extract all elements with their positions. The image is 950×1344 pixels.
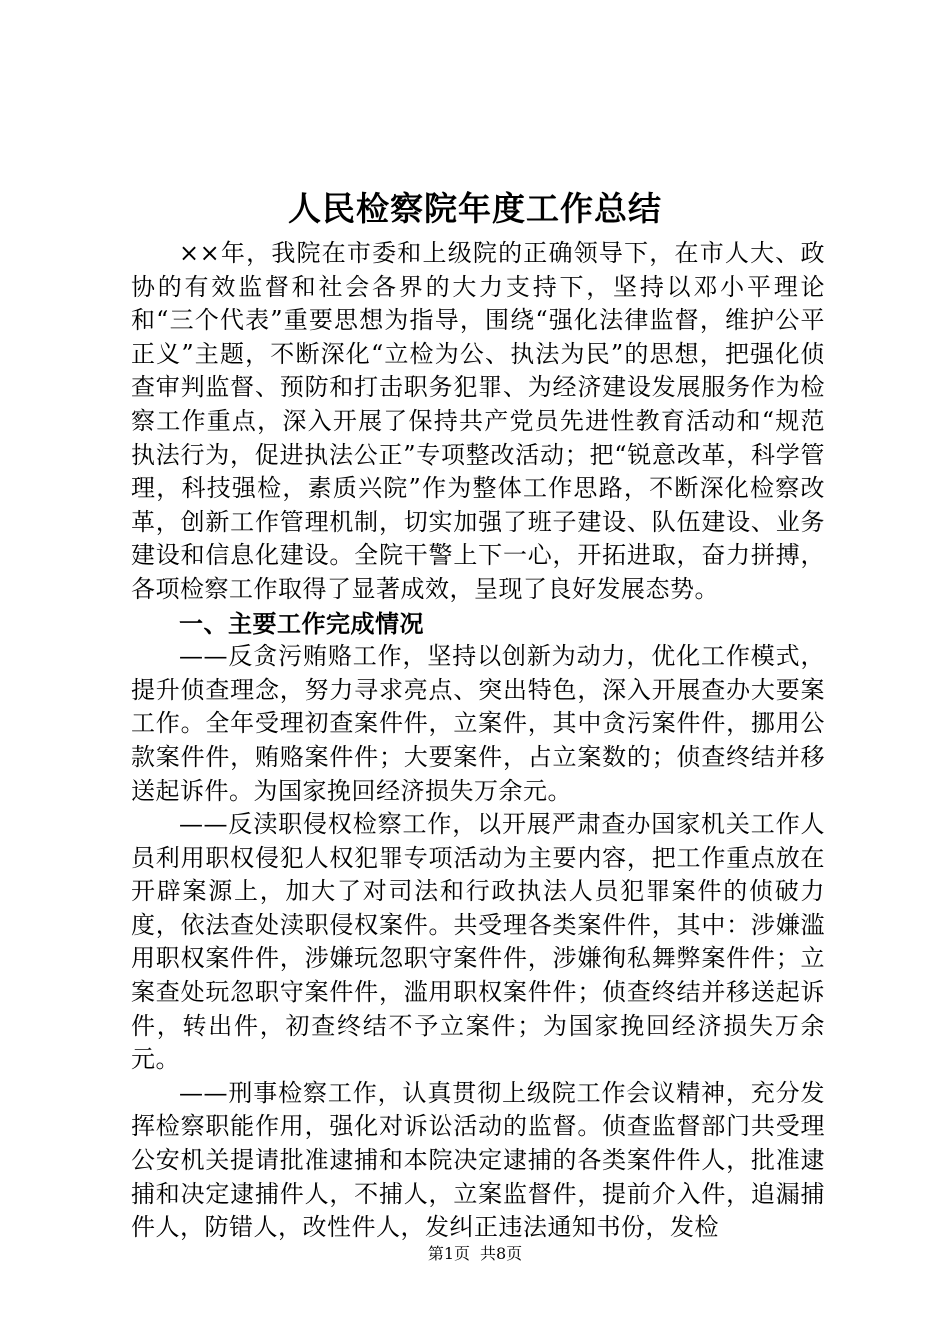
page-number-current: 第1页	[427, 1244, 470, 1263]
dereliction-paragraph: ——反渎职侵权检察工作，以开展严肃查办国家机关工作人员利用职权侵犯人权犯罪专项活动为主要内容，把工作重点放在开辟案源上，加大了对司法和行政执法人员犯罪案件的侦破力度，依法查处渎职侵权案件。共受理各类案件件，其中：涉嫌滥用职权案件件，涉嫌玩忽职守案件件，涉嫌徇私舞弊案件件；立案查处玩忽职守案件件，滥用职权案件件；侦查终结并移送起诉件，转出件，初查终结不予立案件；为国家挽回经济损失万余元。	[131, 810, 825, 1074]
document-body	[131, 237, 825, 1245]
document-title: 人民检察院年度工作总结	[288, 189, 662, 228]
intro-paragraph: ××年，我院在市委和上级院的正确领导下，在市人大、政协的有效监督和社会各界的大力支持下，坚持以邓小平理论和“三个代表”重要思想为指导，围绕“强化法律监督，维护公平正义”主题，不断深化“立检为公、执法为民”的思想，把强化侦查审判监督、预防和打击职务犯罪、为经济建设发展服务作为检察工作重点，深入开展了保持共产党员先进性教育活动和“规范执法行为，促进执法公正”专项整改活动；把“锐意改革，科学管理，科技强检，素质兴院”作为整体工作思路，不断深化检察改革，创新工作管理机制，切实加强了班子建设、队伍建设、业务建设和信息化建设。全院干警上下一心，开拓进取，奋力拼搏，各项检察工作取得了显著成效，呈现了良好发展态势。	[131, 239, 825, 603]
section-heading: 一、主要工作完成情况	[179, 608, 424, 638]
page-footer	[0, 1242, 950, 1266]
page-number-total: 共8页	[480, 1244, 523, 1263]
criminal-procuratorial-paragraph: ——刑事检察工作，认真贯彻上级院工作会议精神，充分发挥检察职能作用，强化对诉讼活动的监督。侦查监督部门共受理公安机关提请批准逮捕和本院决定逮捕的各类案件件人，批准逮捕和决定逮捕件人，不捕人，立案监督件，提前介入件，追漏捕件人，防错人，改性件人，发纠正违法通知书份，发检	[131, 1078, 825, 1242]
anti-corruption-paragraph: ——反贪污贿赂工作，坚持以创新为动力，优化工作模式，提升侦查理念，努力寻求亮点、突出特色，深入开展查办大要案工作。全年受理初查案件件，立案件，其中贪污案件件，挪用公款案件件，贿赂案件件；大要案件，占立案数的；侦查终结并移送起诉件。为国家挽回经济损失万余元。	[131, 642, 825, 805]
